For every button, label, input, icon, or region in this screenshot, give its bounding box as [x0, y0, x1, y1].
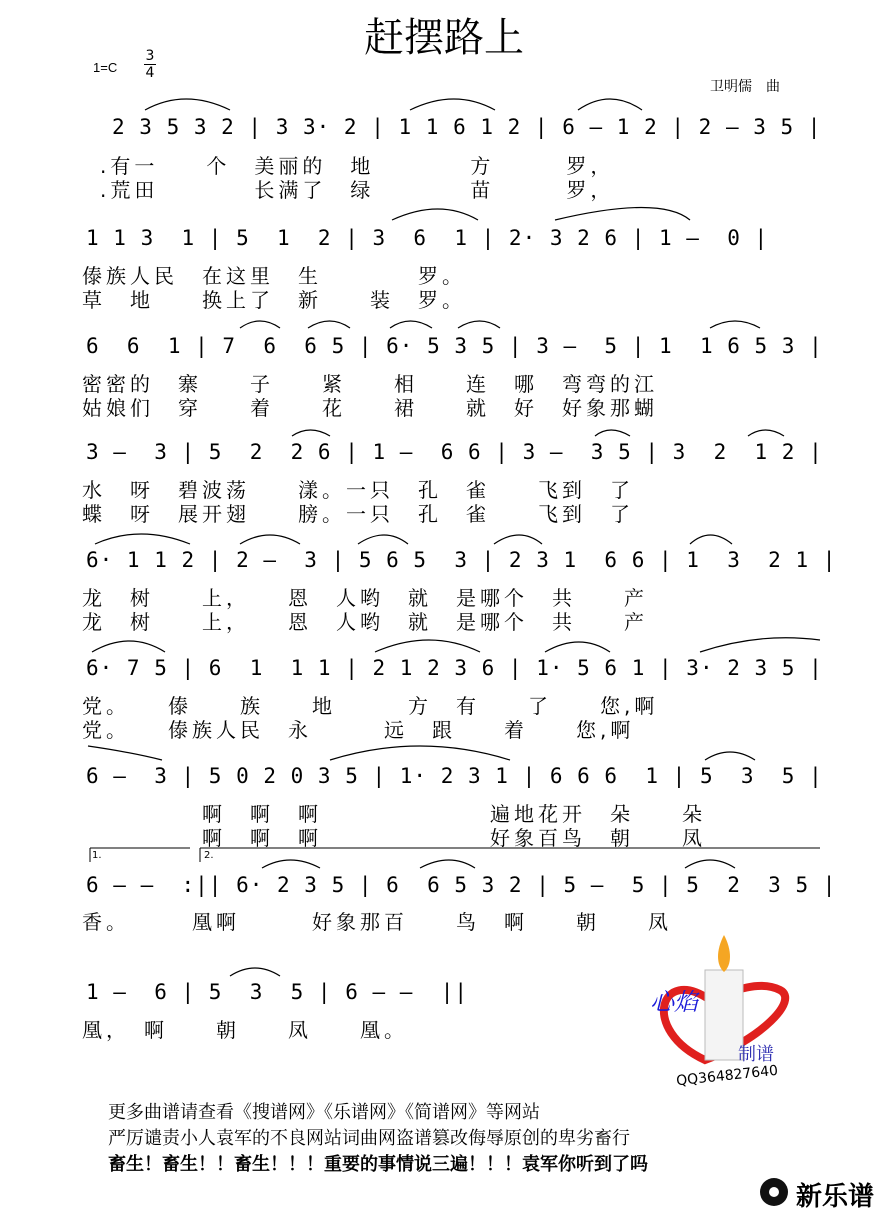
brand-disc-icon — [760, 1178, 788, 1206]
score-title: 赶摆路上 — [364, 15, 524, 61]
lyrics-row-5-verse-1: 龙 树 上， 恩 人哟 就 是哪个 共 产 — [82, 586, 648, 610]
lyrics-row-9: 凰， 啊 朝 凤 凰。 — [82, 1018, 408, 1042]
lyrics-row-1-verse-1: .有一 个 美丽的 地 方 罗， — [100, 154, 615, 178]
lyrics-row-3-verse-1: 密密的 寨 子 紧 相 连 哪 弯弯的江 — [82, 372, 658, 396]
notes-row-8: 6 – – :|| 6· 2 3 5 | 6 6 5 3 2 | 5 – 5 | 5 2 3 5 | — [86, 873, 837, 897]
logo-qq: QQ364827640 — [675, 1062, 779, 1090]
logo-zhipu: 制谱 — [738, 1044, 774, 1065]
lyrics-row-8: 香。 凰啊 好象那百 鸟 啊 朝 凤 — [82, 910, 672, 934]
lyrics-row-4-verse-1: 水 呀 碧波荡 漾。一只 孔 雀 飞到 了 — [82, 478, 634, 502]
notes-row-9: 1 – 6 | 5 3 5 | 6 – – || — [86, 980, 469, 1004]
notes-row-4: 3 – 3 | 5 2 2 6 | 1 – 6 6 | 3 – 3 5 | 3 2 1 2 | — [86, 440, 823, 464]
volta-1-label: 1. — [92, 850, 102, 861]
lyrics-row-2-verse-2: 草 地 换上了 新 装 罗。 — [82, 288, 466, 312]
lyrics-row-7-verse-1: 啊 啊 啊 遍地花开 朵 朵 — [82, 802, 706, 826]
lyrics-row-4-verse-2: 蝶 呀 展开翅 膀。一只 孔 雀 飞到 了 — [82, 502, 634, 526]
notes-row-3: 6 6 1 | 7 6 6 5 | 6· 5 3 5 | 3 – 5 | 1 1 6 5 3 | — [86, 334, 823, 358]
notes-row-5: 6· 1 1 2 | 2 – 3 | 5 6 5 3 | 2 3 1 6 6 | 1 3 2 1 | — [86, 548, 837, 572]
notes-row-1: 2 3 5 3 2 | 3 3· 2 | 1 1 6 1 2 | 6 – 1 2 | 2 – 3 5 | — [112, 115, 822, 139]
footer-line-1: 更多曲谱请查看《搜谱网》《乐谱网》《简谱网》等网站 — [108, 1102, 540, 1123]
notes-row-6: 6· 7 5 | 6 1 1 1 | 2 1 2 3 6 | 1· 5 6 1 | 3· 2 3 5 | — [86, 656, 823, 680]
composer-credit: 卫明儒 曲 — [710, 79, 780, 95]
key-signature: 1=C — [93, 60, 118, 75]
logo-name: 心焰 — [650, 988, 698, 1016]
notes-row-2: 1 1 3 1 | 5 1 2 | 3 6 1 | 2· 3 2 6 | 1 – 0 | — [86, 226, 769, 250]
lyrics-row-2-verse-1: 傣族人民 在这里 生 罗。 — [82, 264, 466, 288]
brand-name: 新乐谱 — [796, 1182, 875, 1212]
lyrics-row-7-verse-2: 啊 啊 啊 好象百鸟 朝 凤 — [82, 826, 706, 850]
slurs — [88, 99, 820, 976]
footer-line-2: 严厉谴责小人袁军的不良网站词曲网盗谱篡改侮辱原创的卑劣畜行 — [108, 1128, 630, 1149]
footer-line-3: 畜生！畜生！！畜生！！！重要的事情说三遍！！！袁军你听到了吗 — [108, 1154, 648, 1175]
meter-top: 3 — [145, 48, 155, 64]
lyrics-row-6-verse-2: 党。 傣族人民 永 远 跟 着 您,啊 — [82, 718, 635, 742]
volta-2-label: 2. — [204, 850, 214, 861]
lyrics-row-5-verse-2: 龙 树 上， 恩 人哟 就 是哪个 共 产 — [82, 610, 648, 634]
lyrics-row-6-verse-1: 党。 傣 族 地 方 有 了 您,啊 — [82, 694, 659, 718]
lyrics-row-3-verse-2: 姑娘们 穿 着 花 裙 就 好 好象那蝴 — [82, 396, 658, 420]
meter-bottom: 4 — [145, 65, 155, 81]
lyrics-row-1-verse-2: .荒田 长满了 绿 苗 罗， — [100, 178, 615, 202]
notes-row-7: 6 – 3 | 5 0 2 0 3 5 | 1· 2 3 1 | 6 6 6 1 | 5 3 5 | — [86, 764, 823, 788]
